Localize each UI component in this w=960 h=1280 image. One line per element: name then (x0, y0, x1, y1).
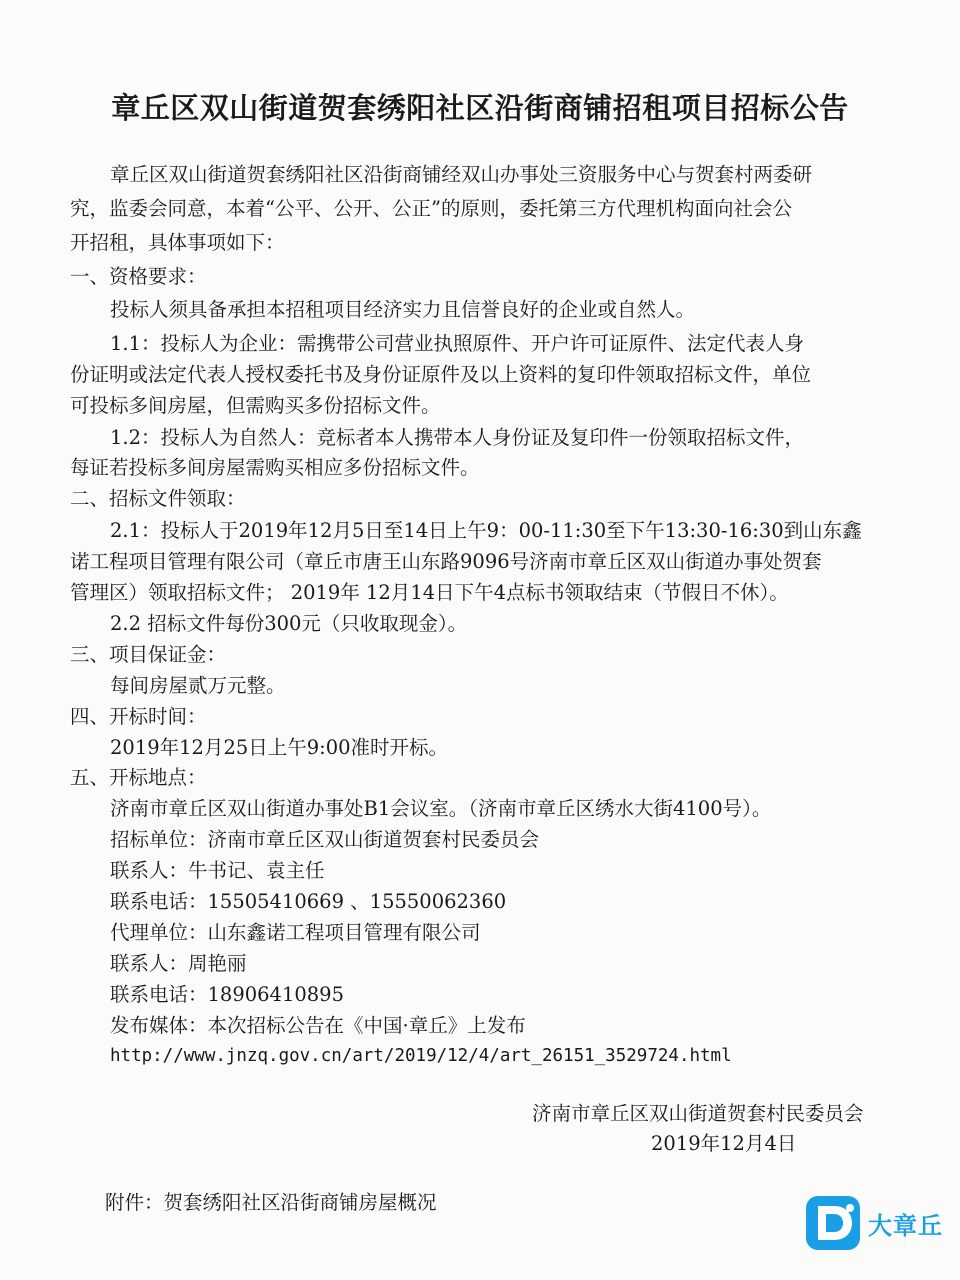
section-5-location: 济南市章丘区双山街道办事处B1会议室。（济南市章丘区绣水大街4100号）。 (110, 797, 772, 820)
contact-phone-2: 联系电话：18906410895 (110, 983, 344, 1006)
clause-2-1-line-3: 管理区）领取招标文件； 2019年 12月14日下午4点标书领取结束（节假日不休）。 (70, 581, 789, 604)
section-1-heading: 一、资格要求： (70, 265, 207, 288)
bidding-unit: 招标单位：济南市章丘区双山街道贺套村民委员会 (110, 828, 540, 851)
agency-unit: 代理单位：山东鑫诺工程项目管理有限公司 (110, 921, 481, 944)
intro-line-3: 开招租，具体事项如下： (70, 231, 285, 254)
da-zhangqiu-logo-icon (806, 1196, 860, 1250)
clause-1-1-line-2: 份证明或法定代表人授权委托书及身份证原件及以上资料的复印件领取招标文件，单位 (70, 363, 812, 386)
intro-line-2: 究，监委会同意，本着“公平、公开、公正”的原则，委托第三方代理机构面向社会公 (70, 197, 792, 220)
clause-1-2-line-2: 每证若投标多间房屋需购买相应多份招标文件。 (70, 456, 480, 479)
contact-phone-1: 联系电话：15505410669 、15550062360 (110, 890, 507, 913)
section-5-heading: 五、开标地点： (70, 766, 207, 789)
clause-2-1-line-2: 诺工程项目管理有限公司（章丘市唐王山东路9096号济南市章丘区双山街道办事处贺套 (70, 550, 822, 573)
clause-1-2-line-1: 1.2：投标人为自然人：竞标者本人携带本人身份证及复印件一份领取招标文件， (110, 426, 805, 449)
section-1-line: 投标人须具备承担本招租项目经济实力且信誉良好的企业或自然人。 (110, 298, 696, 321)
attachment-note: 附件：贺套绣阳社区沿街商铺房屋概况 (105, 1191, 437, 1214)
section-4-heading: 四、开标时间： (70, 705, 207, 728)
signature-org: 济南市章丘区双山街道贺套村民委员会 (532, 1102, 864, 1125)
document-title: 章丘区双山街道贺套绣阳社区沿街商铺招租项目招标公告 (111, 91, 849, 125)
announcement-url: http://www.jnzq.gov.cn/art/2019/12/4/art_26151_3529724.html (110, 1046, 732, 1066)
intro-line-1: 章丘区双山街道贺套绣阳社区沿街商铺经双山办事处三资服务中心与贺套村两委研 (110, 163, 813, 186)
section-3-heading: 三、项目保证金： (70, 643, 227, 666)
publish-media: 发布媒体：本次招标公告在《中国·章丘》上发布 (110, 1014, 526, 1037)
da-zhangqiu-brand: 大章丘 (868, 1212, 943, 1240)
signature-date: 2019年12月4日 (651, 1132, 797, 1155)
section-4-line: 2019年12月25日上午9:00准时开标。 (110, 736, 449, 759)
clause-2-2: 2.2 招标文件每份300元（只收取现金）。 (110, 612, 468, 635)
clause-1-1-line-3: 可投标多间房屋，但需购买多份招标文件。 (70, 394, 441, 417)
section-3-line: 每间房屋贰万元整。 (110, 674, 286, 697)
section-2-heading: 二、招标文件领取： (70, 487, 246, 510)
clause-1-1-line-1: 1.1：投标人为企业：需携带公司营业执照原件、开户许可证原件、法定代表人身 (110, 332, 805, 355)
contact-person-1: 联系人：牛书记、袁主任 (110, 859, 325, 882)
clause-2-1-line-1: 2.1：投标人于2019年12月5日至14日上午9：00-11:30至下午13:30-16:30到山东鑫 (110, 519, 862, 542)
contact-person-2: 联系人：周艳丽 (110, 952, 247, 975)
